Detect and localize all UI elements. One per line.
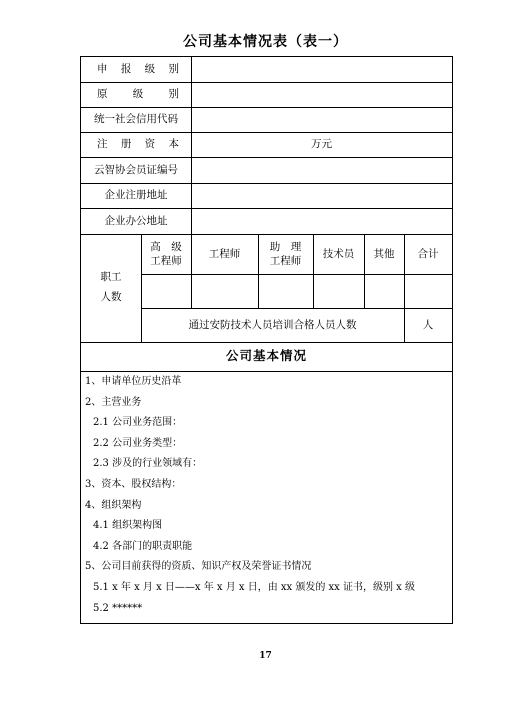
- member-number-label: 云智协会员证编号: [94, 163, 178, 176]
- company-info-form: [80, 56, 453, 624]
- total-column: 合计: [417, 247, 439, 260]
- trained-staff-unit: 人: [422, 318, 434, 331]
- list-item: 4.2 各部门的职责职能: [93, 540, 193, 552]
- section-heading: 公司基本情况: [225, 348, 307, 364]
- assistant-engineer-column: 助 理 工程师: [269, 240, 302, 267]
- list-item: 2.1 公司业务范围：: [93, 417, 183, 429]
- staff-count-label: 职工 人数: [100, 271, 122, 303]
- registered-capital-label: 注 册 资 本: [97, 138, 179, 151]
- registered-capital-unit: 万元: [311, 138, 332, 151]
- list-item: 2.2 公司业务类型：: [93, 437, 183, 449]
- form-title: 公司基本情况表（表一）: [183, 34, 348, 50]
- engineer-column: 工程师: [208, 247, 241, 260]
- list-item: 2、主营业务: [85, 396, 142, 408]
- list-item: 3、资本、股权结构：: [85, 478, 182, 490]
- list-item: 5.2 ******: [93, 602, 143, 614]
- apply-level-label: 申 报 级 别: [97, 63, 179, 76]
- original-level-label: 原 级 别: [97, 88, 179, 101]
- list-item: 5、公司目前获得的资质、知识产权及荣誉证书情况: [85, 561, 312, 573]
- page-number: 17: [259, 651, 272, 661]
- office-address-label: 企业办公地址: [104, 214, 168, 227]
- column-divider: [191, 57, 192, 183]
- list-item: 1、申请单位历史沿革: [85, 376, 182, 387]
- senior-engineer-column: 高 级 工程师: [150, 240, 182, 267]
- registered-address-label: 企业注册地址: [104, 189, 168, 202]
- column-divider: [191, 183, 192, 234]
- row-divider: [141, 274, 452, 275]
- list-item: 4、组织架构: [85, 499, 142, 511]
- technician-column: 技术员: [322, 247, 355, 260]
- list-item: 4.1 组织架构图: [93, 520, 163, 532]
- trained-staff-label: 通过安防技术人员培训合格人员人数: [188, 318, 357, 331]
- other-column: 其他: [373, 247, 395, 260]
- credit-code-label: 统一社会信用代码: [94, 113, 178, 126]
- list-item: 2.3 涉及的行业领域有：: [93, 458, 203, 470]
- list-item: 5.1 x 年 x 月 x 日——x 年 x 月 x 日，由 xx 颁发的 xx 证书，级别 x 级: [93, 581, 415, 593]
- company-info-list: [81, 372, 452, 619]
